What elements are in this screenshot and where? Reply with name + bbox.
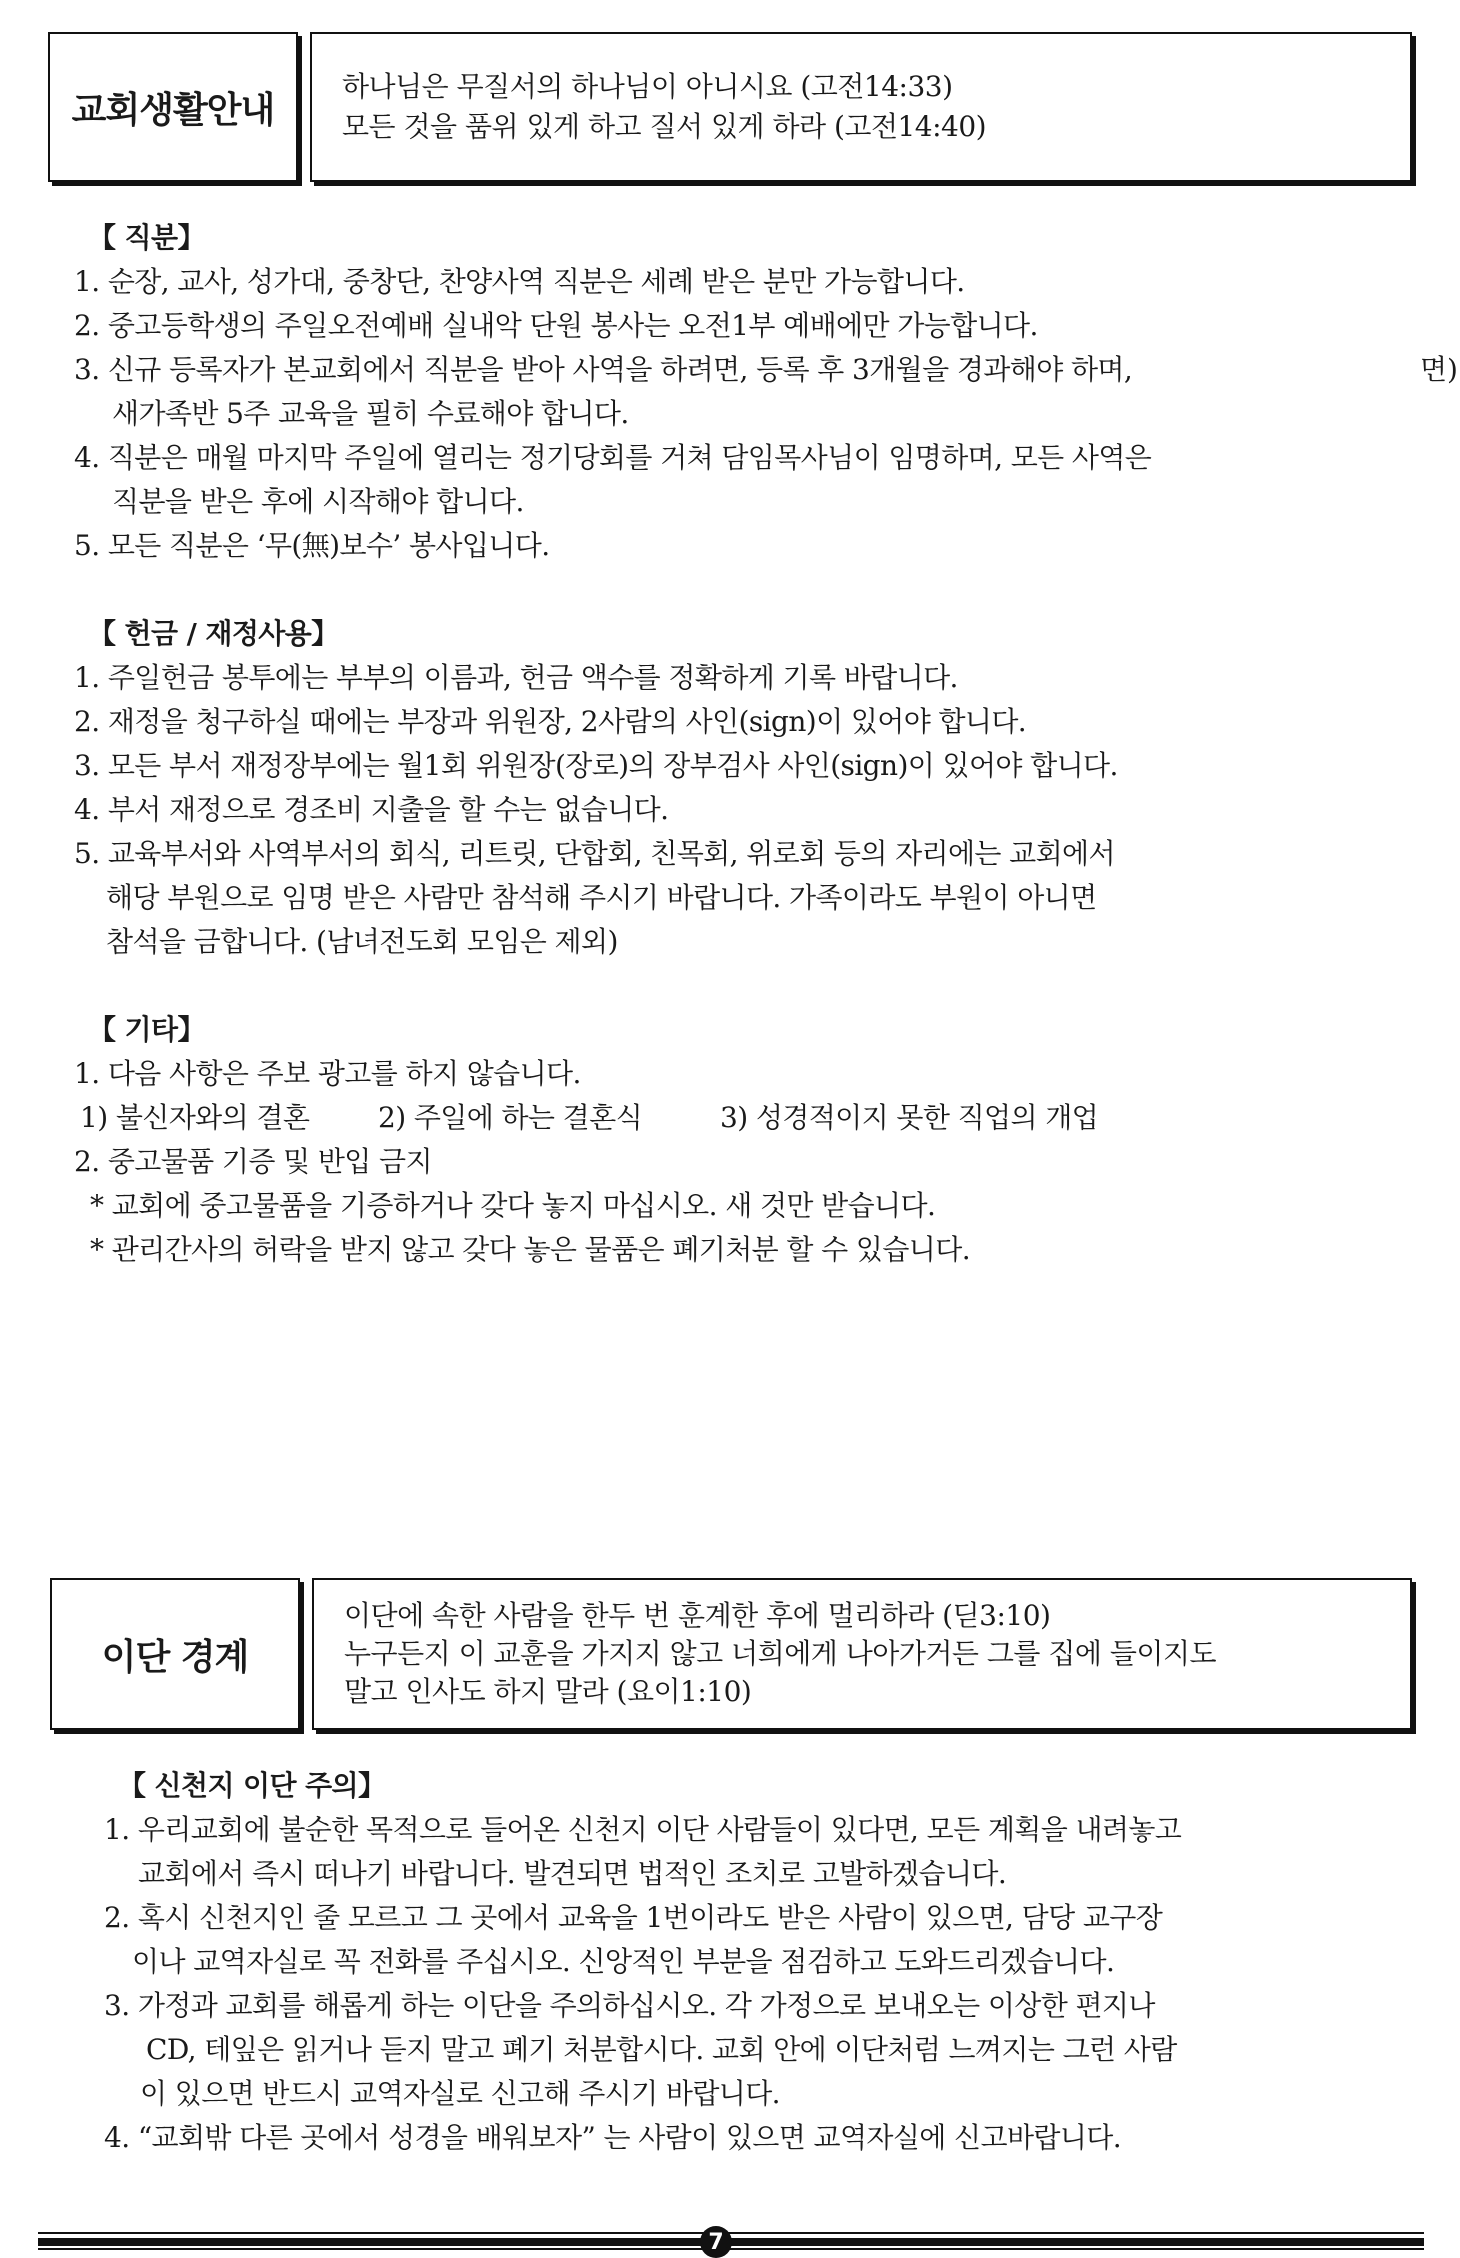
section-title: 【 직분】: [88, 221, 205, 254]
list-item-continuation: 참석을 금합니다. (남녀전도회 모임은 제외): [106, 925, 618, 958]
verse-box: [312, 1578, 1412, 1730]
section-label-box: [48, 32, 298, 182]
list-item: 1. 순장, 교사, 성가대, 중창단, 찬양사역 직분은 세례 받은 분만 가능합니다.: [74, 265, 965, 298]
sub-item: 2) 주일에 하는 결혼식: [378, 1101, 643, 1134]
list-item: 3. 가정과 교회를 해롭게 하는 이단을 주의하십시오. 각 가정으로 보내오는 이상한 편지나: [104, 1989, 1155, 2022]
section-label-box: [50, 1578, 300, 1730]
verse-line: 이단에 속한 사람을 한두 번 훈계한 후에 멀리하라 (딛3:10): [344, 1599, 1051, 1632]
sub-item: 1) 불신자와의 결혼: [80, 1101, 310, 1134]
section-title: 【 헌금 / 재정사용】: [88, 617, 339, 650]
list-item: 1. 다음 사항은 주보 광고를 하지 않습니다.: [74, 1057, 581, 1090]
list-item: 2. 재정을 청구하실 때에는 부장과 위원장, 2사람의 사인(sign)이 있어야 합니다.: [74, 705, 1027, 738]
cut-off-fragment: 면): [1420, 353, 1458, 386]
list-item: 4. 직분은 매월 마지막 주일에 열리는 정기당회를 거쳐 담임목사님이 임명하며, 모든 사역은: [74, 441, 1152, 474]
list-item: 3. 신규 등록자가 본교회에서 직분을 받아 사역을 하려면, 등록 후 3개월을 경과해야 하며,: [74, 353, 1133, 386]
footer-rule-top: [38, 2232, 1424, 2234]
verse-line: 말고 인사도 하지 말라 (요이1:10): [344, 1675, 752, 1708]
list-item: 2. 혹시 신천지인 줄 모르고 그 곳에서 교육을 1번이라도 받은 사람이 있으면, 담당 교구장: [104, 1901, 1163, 1934]
list-item: 5. 모든 직분은 ‘무(無)보수’ 봉사입니다.: [74, 529, 550, 562]
verse-line: 누구든지 이 교훈을 가지지 않고 너희에게 나아가거든 그를 집에 들이지도: [344, 1637, 1217, 1670]
list-item-continuation: 직분을 받은 후에 시작해야 합니다.: [112, 485, 524, 518]
note-item: * 관리간사의 허락을 받지 않고 갖다 놓은 물품은 폐기처분 할 수 있습니다.: [90, 1233, 971, 1266]
list-item-continuation: 이 있으면 반드시 교역자실로 신고해 주시기 바랍니다.: [140, 2077, 780, 2110]
list-item: 5. 교육부서와 사역부서의 회식, 리트릿, 단합회, 친목회, 위로회 등의 자리에는 교회에서: [74, 837, 1115, 870]
list-item: 2. 중고물품 기증 및 반입 금지: [74, 1145, 432, 1178]
verse-line: 하나님은 무질서의 하나님이 아니시요 (고전14:33): [342, 70, 953, 103]
section-title: 【 기타】: [88, 1013, 205, 1046]
section-label: 이단 경계: [101, 1636, 249, 1678]
list-item: 1. 주일헌금 봉투에는 부부의 이름과, 헌금 액수를 정확하게 기록 바랍니다.: [74, 661, 958, 694]
verse-box: [310, 32, 1412, 182]
list-item: 4. 부서 재정으로 경조비 지출을 할 수는 없습니다.: [74, 793, 669, 826]
list-item: 3. 모든 부서 재정장부에는 월1회 위원장(장로)의 장부검사 사인(sign)이 있어야 합니다.: [74, 749, 1118, 782]
list-item: 1. 우리교회에 불순한 목적으로 들어온 신천지 이단 사람들이 있다면, 모든 계획을 내려놓고: [104, 1813, 1182, 1846]
list-item-continuation: 해당 부원으로 임명 받은 사람만 참석해 주시기 바랍니다. 가족이라도 부원이 아니면: [106, 881, 1097, 914]
list-item: 2. 중고등학생의 주일오전예배 실내악 단원 봉사는 오전1부 예배에만 가능합니다.: [74, 309, 1038, 342]
list-item-continuation: 새가족반 5주 교육을 필히 수료해야 합니다.: [112, 397, 629, 430]
page-number: 7: [708, 2229, 724, 2255]
list-item: 4. “교회밖 다른 곳에서 성경을 배워보자” 는 사람이 있으면 교역자실에 신고바랍니다.: [104, 2121, 1122, 2154]
sub-item: 3) 성경적이지 못한 직업의 개업: [720, 1101, 1099, 1134]
list-item-continuation: 이나 교역자실로 꼭 전화를 주십시오. 신앙적인 부분을 점검하고 도와드리겠습니다.: [132, 1945, 1115, 1978]
list-item-continuation: CD, 테잎은 읽거나 듣지 말고 폐기 처분합시다. 교회 안에 이단처럼 느껴지는 그런 사람: [146, 2033, 1177, 2066]
page-number-badge: [700, 2226, 732, 2258]
verse-line: 모든 것을 품위 있게 하고 질서 있게 하라 (고전14:40): [342, 110, 987, 143]
section-label: 교회생활안내: [71, 89, 275, 131]
section-title: 【 신천지 이단 주의】: [118, 1769, 386, 1802]
note-item: * 교회에 중고물품을 기증하거나 갖다 놓지 마십시오. 새 것만 받습니다.: [90, 1189, 936, 1222]
list-item-continuation: 교회에서 즉시 떠나기 바랍니다. 발견되면 법적인 조치로 고발하겠습니다.: [138, 1857, 1007, 1890]
